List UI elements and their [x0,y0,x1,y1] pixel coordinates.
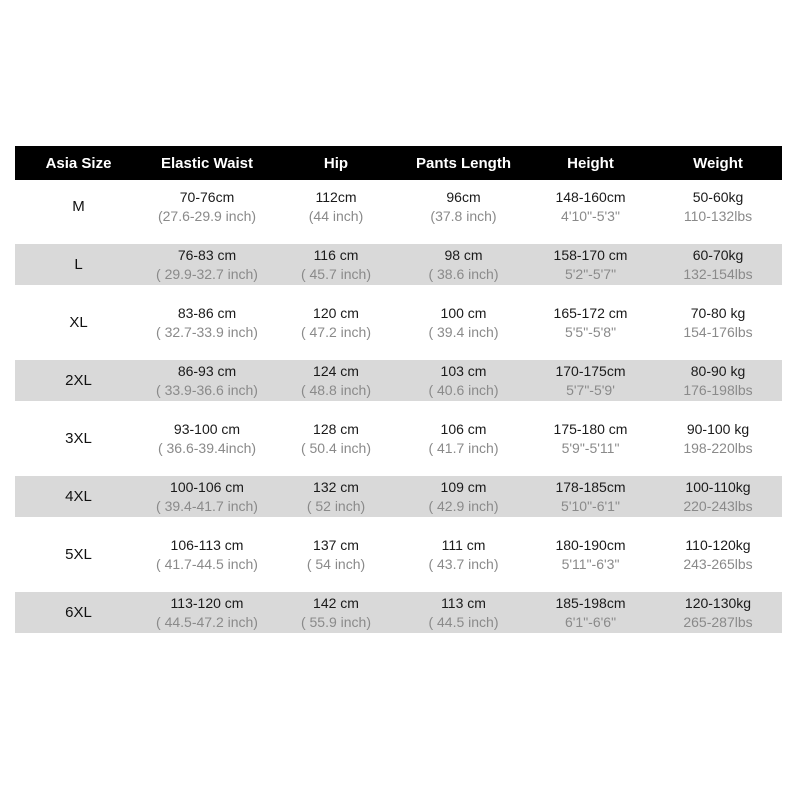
waist-cell [142,476,272,517]
weight-cell [654,302,782,343]
waist-cm: 106-113 cm [170,536,244,553]
hip-cell [272,534,400,575]
hip-cm: 142 cm [313,594,359,611]
weight-kg: 70-80 kg [690,304,746,321]
pants-length-inch: ( 43.7 inch) [428,555,499,572]
waist-cm: 70-76cm [179,188,235,205]
waist-inch: ( 36.6-39.4inch) [157,439,257,456]
pants-length-cell [400,592,527,633]
hip-cell [272,360,400,401]
pants-length-cm: 111 cm [441,536,486,553]
table-row [15,244,782,285]
pants-length-cell [400,186,527,227]
height-cm: 180-190cm [555,536,626,553]
hip-cm: 112cm [315,188,357,205]
weight-lbs: 198-220lbs [683,439,753,456]
height-cm: 170-175cm [555,362,626,379]
weight-kg: 50-60kg [692,188,744,205]
weight-lbs: 220-243lbs [683,497,753,514]
size-label: 2XL [15,360,142,401]
pants-length-inch: ( 39.4 inch) [428,323,499,340]
waist-inch: ( 41.7-44.5 inch) [156,555,258,572]
waist-inch: ( 39.4-41.7 inch) [156,497,258,514]
height-ft: 4'10"-5'3" [561,207,620,224]
pants-length-cm: 109 cm [440,478,487,495]
height-cell [527,186,654,227]
hip-cm: 120 cm [313,304,359,321]
table-row [15,360,782,401]
hip-cm: 124 cm [313,362,359,379]
hip-inch: ( 45.7 inch) [300,265,372,282]
waist-cm: 113-120 cm [170,594,244,611]
size-label: 4XL [15,476,142,517]
hip-cell [272,186,400,227]
waist-cell [142,418,272,459]
height-cm: 175-180 cm [553,420,628,437]
table-body [15,180,782,633]
waist-inch: ( 44.5-47.2 inch) [156,613,258,630]
table-header-row [15,146,782,180]
height-cm: 185-198cm [555,594,626,611]
height-ft: 5'9"-5'11" [561,439,620,456]
height-ft: 5'2"-5'7" [564,265,617,282]
table-row [15,534,782,575]
weight-kg: 80-90 kg [690,362,746,379]
table-row [15,592,782,633]
hip-cell [272,302,400,343]
weight-kg: 110-120kg [685,536,751,553]
pants-length-inch: ( 40.6 inch) [428,381,499,398]
waist-cell [142,534,272,575]
size-chart-table [15,146,782,633]
weight-cell [654,592,782,633]
hip-cell [272,244,400,285]
hip-cell [272,592,400,633]
pants-length-inch: ( 38.6 inch) [428,265,499,282]
hip-inch: ( 54 inch) [306,555,366,572]
hip-cell [272,476,400,517]
weight-lbs: 176-198lbs [683,381,753,398]
pants-length-cm: 113 cm [441,594,486,611]
weight-lbs: 110-132lbs [683,207,753,224]
size-label: 6XL [15,592,142,633]
height-cm: 158-170 cm [553,246,628,263]
table-row [15,418,782,459]
height-ft: 5'5"-5'8" [564,323,617,340]
hip-inch: ( 48.8 inch) [300,381,372,398]
table-row [15,476,782,517]
weight-lbs: 265-287lbs [683,613,753,630]
height-cell [527,302,654,343]
pants-length-inch: ( 41.7 inch) [428,439,499,456]
pants-length-cell [400,418,527,459]
header-asia-size: Asia Size [15,146,142,180]
table-row [15,186,782,227]
height-ft: 5'7"-5'9' [566,381,615,398]
height-cell [527,418,654,459]
height-cell [527,360,654,401]
weight-kg: 100-110kg [685,478,751,495]
pants-length-cm: 106 cm [440,420,487,437]
height-cell [527,244,654,285]
hip-inch: ( 50.4 inch) [300,439,372,456]
hip-cm: 116 cm [313,246,359,263]
header-hip: Hip [272,146,400,180]
pants-length-inch: ( 44.5 inch) [428,613,499,630]
waist-inch: ( 32.7-33.9 inch) [156,323,258,340]
waist-cm: 86-93 cm [177,362,237,379]
hip-inch: ( 55.9 inch) [300,613,372,630]
header-pants-length: Pants Length [400,146,527,180]
pants-length-cell [400,244,527,285]
waist-cm: 83-86 cm [177,304,237,321]
waist-cell [142,360,272,401]
size-label: 3XL [65,430,92,447]
weight-cell [654,360,782,401]
waist-inch: ( 29.9-32.7 inch) [156,265,258,282]
height-ft: 6'1"-6'6" [564,613,617,630]
waist-cell [142,302,272,343]
waist-cell [142,186,272,227]
waist-cm: 76-83 cm [177,246,237,263]
hip-cm: 132 cm [313,478,359,495]
size-label: L [15,244,142,285]
weight-lbs: 154-176lbs [683,323,753,340]
height-cell [527,534,654,575]
waist-inch: (27.6-29.9 inch) [157,207,257,224]
hip-inch: ( 52 inch) [306,497,366,514]
header-height: Height [527,146,654,180]
weight-kg: 60-70kg [692,246,744,263]
weight-lbs: 243-265lbs [683,555,753,572]
header-weight: Weight [654,146,782,180]
height-cell [527,476,654,517]
hip-cm: 128 cm [313,420,359,437]
height-cm: 178-185cm [555,478,626,495]
size-label: 5XL [65,546,92,563]
pants-length-cm: 96cm [446,188,481,205]
height-ft: 5'11"-6'3" [561,555,620,572]
pants-length-cell [400,476,527,517]
weight-cell [654,476,782,517]
weight-cell [654,244,782,285]
table-row [15,302,782,343]
size-label: M [72,198,85,215]
pants-length-cell [400,534,527,575]
waist-inch: ( 33.9-36.6 inch) [156,381,258,398]
waist-cm: 93-100 cm [173,420,241,437]
pants-length-cm: 103 cm [440,362,487,379]
hip-inch: (44 inch) [308,207,364,224]
weight-cell [654,418,782,459]
weight-cell [654,186,782,227]
weight-kg: 90-100 kg [686,420,750,437]
weight-cell [654,534,782,575]
pants-length-inch: ( 42.9 inch) [428,497,499,514]
pants-length-cell [400,360,527,401]
pants-length-cell [400,302,527,343]
hip-inch: ( 47.2 inch) [300,323,372,340]
pants-length-inch: (37.8 inch) [430,207,497,224]
header-elastic-waist: Elastic Waist [142,146,272,180]
height-cm: 165-172 cm [553,304,628,321]
hip-cm: 137 cm [313,536,359,553]
pants-length-cm: 98 cm [444,246,483,263]
hip-cell [272,418,400,459]
height-ft: 5'10"-6'1" [561,497,620,514]
height-cm: 148-160cm [555,188,626,205]
waist-cell [142,244,272,285]
pants-length-cm: 100 cm [440,304,487,321]
waist-cell [142,592,272,633]
size-label: XL [69,314,88,331]
weight-kg: 120-130kg [684,594,752,611]
waist-cm: 100-106 cm [170,478,244,495]
weight-lbs: 132-154lbs [683,265,753,282]
height-cell [527,592,654,633]
